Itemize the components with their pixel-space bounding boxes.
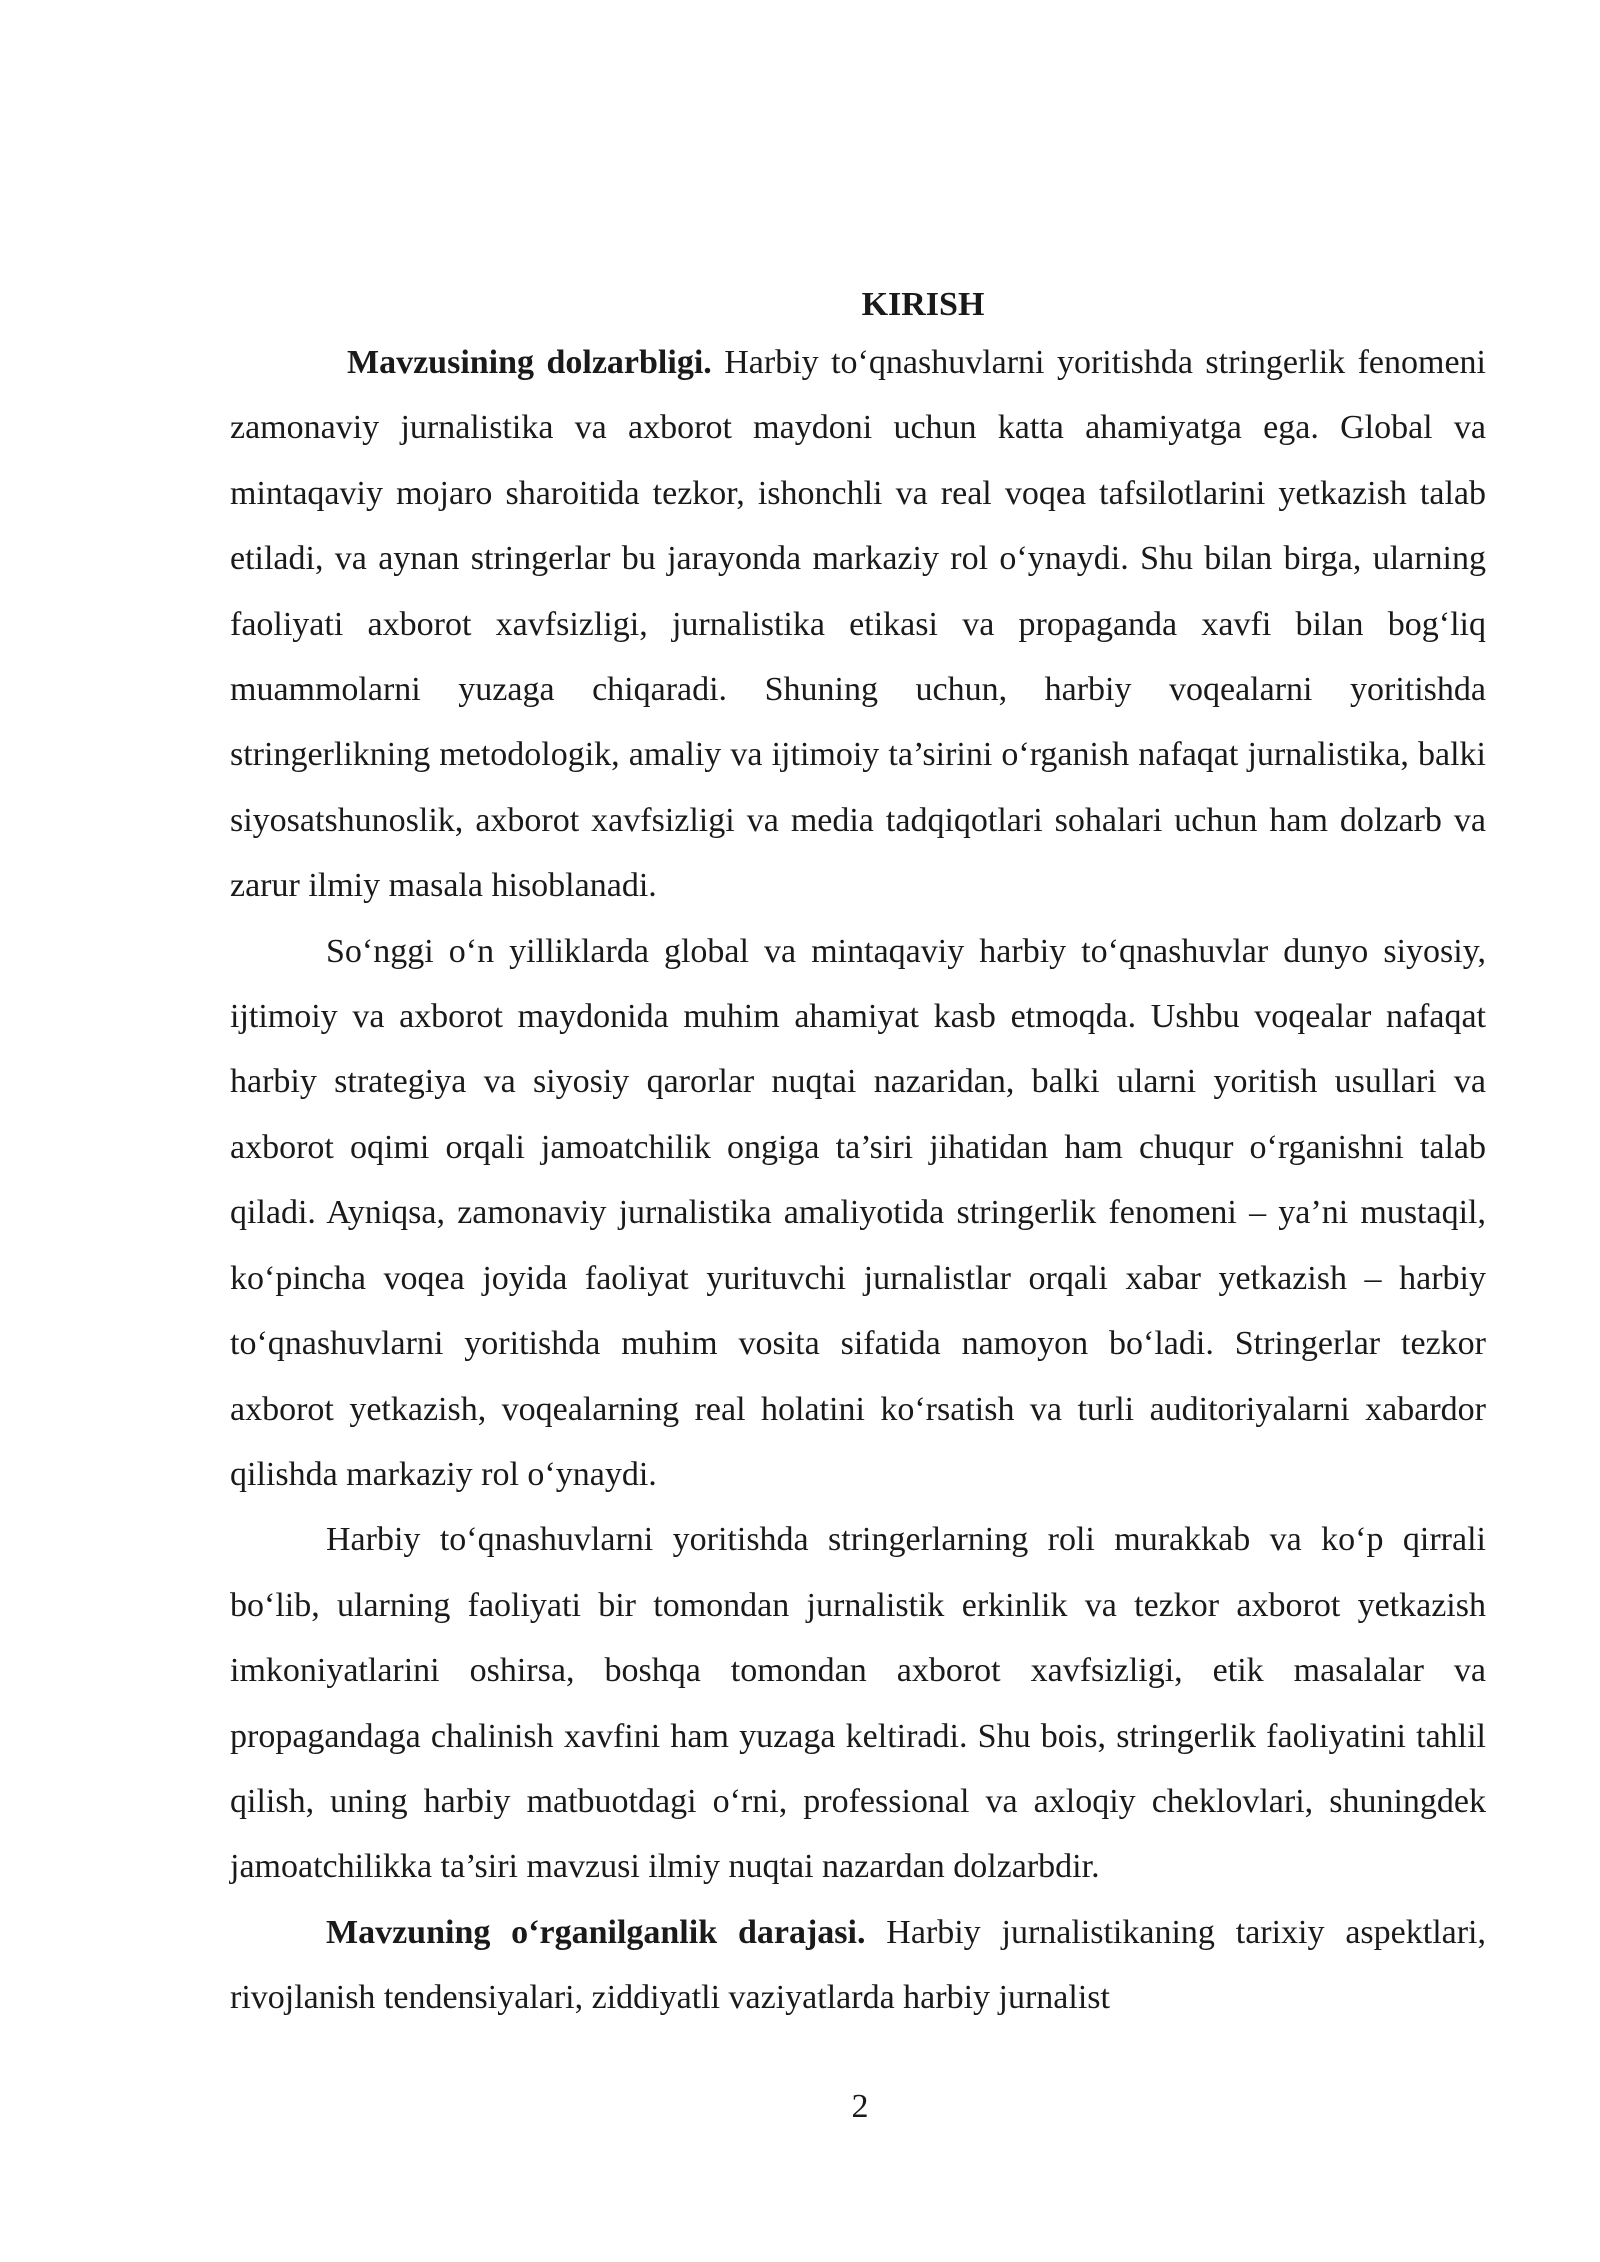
paragraph-body: Harbiy jurnalistikaning tarixiy aspektlari, rivojlanish tendensiyalari, ziddiyatli vaziyatlarda harbiy jurnalist <box>230 1913 1486 2017</box>
paragraph-research-level <box>230 1900 1486 2031</box>
paragraph-conflicts <box>230 919 1486 1508</box>
paragraph-body: Harbiy to‘qnashuvlarni yoritishda stringerlarning roli murakkab va ko‘p qirrali bo‘lib, ularning faoliyati bir tomondan jurnalistik erkinlik va tezkor axborot yetkazish imkoniyatlarini oshirsa, boshqa tomondan axborot xavfsizligi, etik masalalar va propagandaga chalinish xavfini ham yuzaga keltiradi. Shu bois, stringerlik faoliyatini tahlil qilish, uning harbiy matbuotdagi o‘rni, professional va axloqiy cheklovlari, shuningdek jamoatchilikka ta’siri mavzusi ilmiy nuqtai nazardan dolzarbdir. <box>230 1521 1486 1886</box>
page-number: 2 <box>851 2088 869 2125</box>
paragraph-lead: Mavzusining dolzarbligi. <box>347 344 712 381</box>
paragraph-relevance <box>230 330 1486 919</box>
paragraph-stringer-role <box>230 1507 1486 1899</box>
paragraph-lead: Mavzuning o‘rganilganlik darajasi. <box>326 1913 866 1951</box>
paragraph-body: Harbiy to‘qnashuvlarni yoritishda stringerlik fenomeni zamonaviy jurnalistika va axborot maydoni uchun katta ahamiyatga ega. Global va mintaqaviy mojaro sharoitida tezkor, ishonchli va real voqea tafsilotlarini yetkazish talab etiladi, va aynan stringerlar bu jarayonda markaziy rol o‘ynaydi. Shu bilan birga, ularning faoliyati axborot xavfsizligi, jurnalistika etikasi va propaganda xavfi bilan bog‘liq muammolarni yuzaga chiqaradi. Shuning uchun, harbiy voqealarni yoritishda stringerlikning metodologik, amaliy va ijtimoiy ta’sirini o‘rganish nafaqat jurnalistika, balki siyosatshunoslik, axborot xavfsizligi va media tadqiqotlari sohalari uchun ham dolzarb va zarur ilmiy masala hisoblanadi. <box>230 344 1486 905</box>
page-content <box>230 280 1486 2031</box>
paragraph-body: So‘nggi o‘n yilliklarda global va mintaqaviy harbiy to‘qnashuvlar dunyo siyosiy, ijtimoiy va axborot maydonida muhim ahamiyat kasb etmoqda. Ushbu voqealar nafaqat harbiy strategiya va siyosiy qarorlar nuqtai nazaridan, balki ularni yoritish usullari va axborot oqimi orqali jamoatchilik ongiga ta’siri jihatidan ham chuqur o‘rganishni talab qiladi. Ayniqsa, zamonaviy jurnalistika amaliyotida stringerlik fenomeni – ya’ni mustaqil, ko‘pincha voqea joyida faoliyat yurituvchi jurnalistlar orqali xabar yetkazish – harbiy to‘qnashuvlarni yoritishda muhim vosita sifatida namoyon bo‘ladi. Stringerlar tezkor axborot yetkazish, voqealarning real holatini ko‘rsatish va turli auditoriyalarni xabardor qilishda markaziy rol o‘ynaydi. <box>230 932 1486 1493</box>
page-title: KIRISH <box>861 286 985 323</box>
